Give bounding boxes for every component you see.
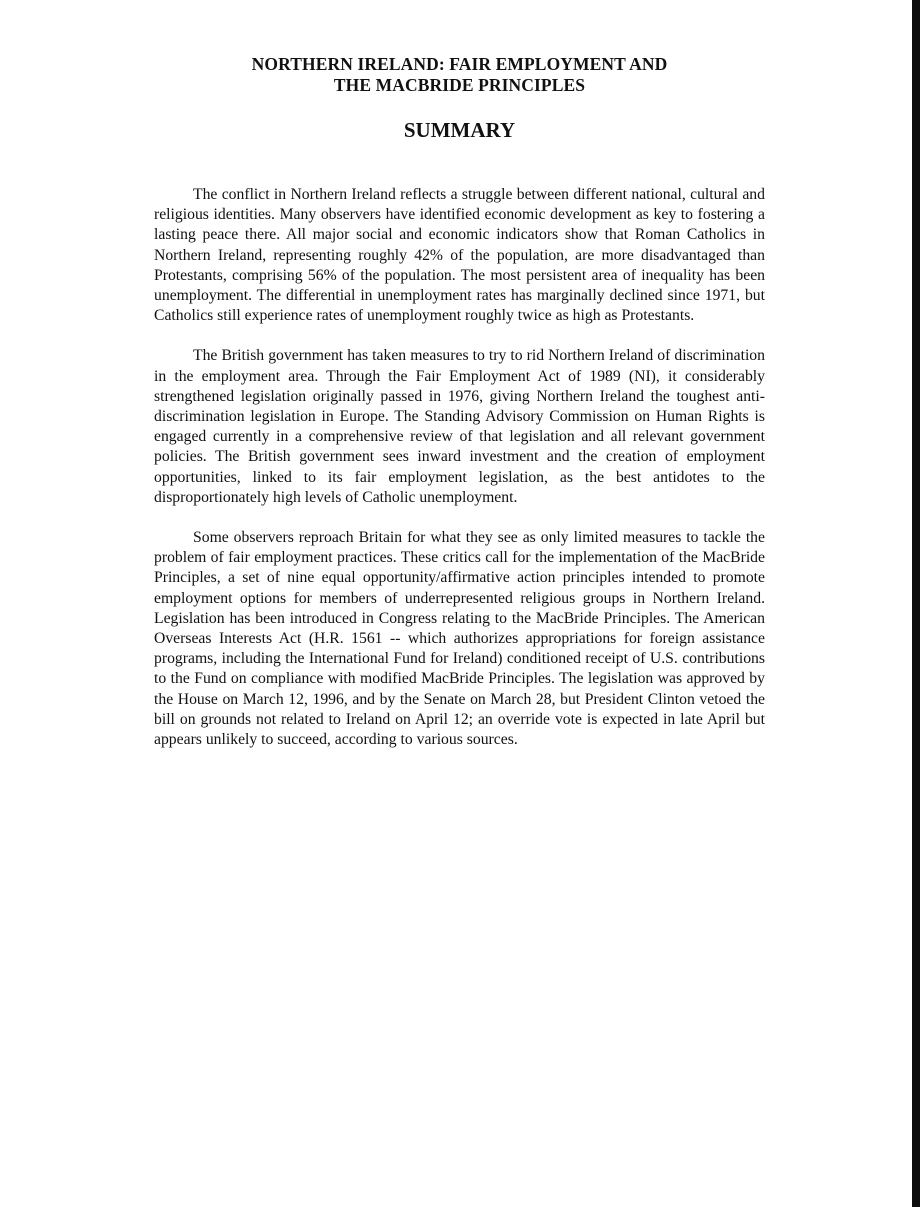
document-page: [154, 54, 765, 770]
paragraph-2: The British government has taken measures to try to rid Northern Ireland of discrimination in the employment area. Through the Fair Employment Act of 1989 (NI), it considerably strengthened legislation originally passed in 1976, giving Northern Ireland the toughest anti-discrimination legislation in Europe. The Standing Advisory Commission on Human Rights is engaged currently in a comprehensive review of that legislation and all relevant government policies. The British government sees inward investment and the creation of employment opportunities, linked to its fair employment legislation, as the best antidotes to the disproportionately high levels of Catholic unemployment.: [154, 347, 765, 506]
paragraph-3: Some observers reproach Britain for what they see as only limited measures to tackle the problem of fair employment practices. These critics call for the implementation of the MacBride Principles, a set of nine equal opportunity/affirmative action principles intended to promote employment options for members of underrepresented religious groups in Northern Ireland. Legislation has been introduced in Congress relating to the MacBride Principles. The American Overseas Interests Act (H.R. 1561 -- which authorizes appropriations for foreign assistance programs, including the International Fund for Ireland) conditioned receipt of U.S. contributions to the Fund on compliance with modified MacBride Principles. The legislation was approved by the House on March 12, 1996, and by the Senate on March 28, but President Clinton vetoed the bill on grounds not related to Ireland on April 12; an override vote is expected in late April but appears unlikely to succeed, according to various sources.: [154, 529, 765, 749]
document-title: [154, 54, 765, 96]
summary-body: [154, 185, 765, 750]
paragraph-1: The conflict in Northern Ireland reflects a struggle between different national, cultural and religious identities. Many observers have identified economic development as key to fostering a lasting peace there. All major social and economic indicators show that Roman Catholics in Northern Ireland, representing roughly 42% of the population, are more disadvantaged than Protestants, comprising 56% of the population. The most persistent area of inequality has been unemployment. The differential in unemployment rates has marginally declined since 1971, but Catholics still experience rates of unemployment roughly twice as high as Protestants.: [154, 186, 765, 325]
title-line-1: NORTHERN IRELAND: FAIR EMPLOYMENT AND: [251, 54, 668, 74]
scan-edge: [912, 0, 920, 1207]
title-line-2: THE MACBRIDE PRINCIPLES: [333, 75, 586, 95]
summary-heading: SUMMARY: [403, 118, 516, 142]
